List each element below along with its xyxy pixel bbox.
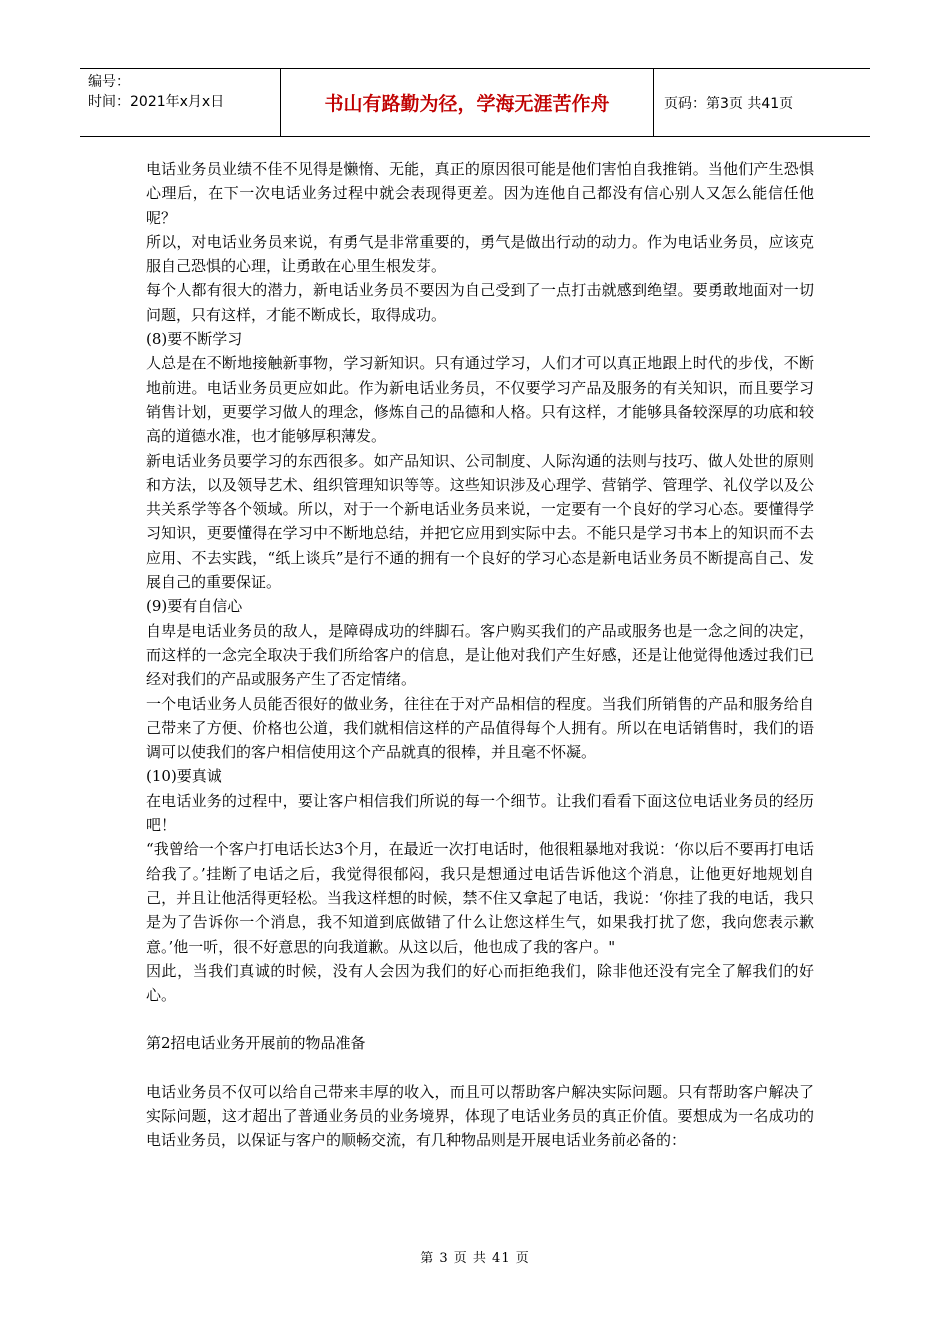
spacer [146,1056,814,1080]
subheading: (10)要真诚 [146,767,222,786]
page-header [80,68,870,137]
document-number-label: 编号： [88,74,130,90]
paragraph: 一个电话业务人员能否很好的做业务，往往在于对产品相信的程度。当我们所销售的产品和服务给自己带来了方便、价格也公道，我们就相信这样的产品值得每个人拥有。所以在电话销售时，我们的语调可以使我们的客户相信使用这个产品就真的很棒，并且毫不怀凝。 [146,694,814,762]
section-heading: 第2招电话业务开展前的物品准备 [146,1034,366,1053]
subheading: (8)要不断学习 [146,330,243,349]
page-footer: 第 3 页 共 41 页 [420,1251,530,1266]
header-motto: 书山有路勤为径，学海无涯苦作舟 [280,69,654,136]
paragraph: 在电话业务的过程中，要让客户相信我们所说的每一个细节。让我们看看下面这位电话业务员的经历吧！ [146,791,814,835]
paragraph: 因此，当我们真诚的时候，没有人会因为我们的好心而拒绝我们，除非他还没有完全了解我们的好心。 [146,961,814,1005]
paragraph: 新电话业务员要学习的东西很多。如产品知识、公司制度、人际沟通的法则与技巧、做人处世的原则和方法，以及领导艺术、组织管理知识等等。这些知识涉及心理学、营销学、管理学、礼仪学以及公共关系学等各个领域。所以，对于一个新电话业务员来说，一定要有一个良好的学习心态。要懂得学习知识，更要懂得在学习中不断地总结，并把它应用到实际中去。不能只是学习书本上的知识而不去应用、不去实践，“纸上谈兵”是行不通的拥有一个良好的学习心态是新电话业务员不断提高自己、发展自己的重要保证。 [146,451,814,592]
header-meta [80,69,280,136]
paragraph: 每个人都有很大的潜力，新电话业务员不要因为自己受到了一点打击就感到绝望。要勇敢地面对一切问题，只有这样，才能不断成长，取得成功。 [146,281,814,324]
subheading: (9)要有自信心 [146,597,243,616]
spacer [146,1007,814,1031]
paragraph: 电话业务员业绩不佳不见得是懒惰、无能，真正的原因很可能是他们害怕自我推销。当他们产生恐惧心理后，在下一次电话业务过程中就会表现得更差。因为连他自己都没有信心别人又怎么能信任他呢？ [146,160,814,227]
paragraph: 电话业务员不仅可以给自己带来丰厚的收入，而且可以帮助客户解决实际问题。只有帮助客户解决了实际问题，这才超出了普通业务员的业务境界，体现了电话业务员的真正价值。要想成为一名成功的电话业务员，以保证与客户的顺畅交流，有几种物品则是开展电话业务前必备的： [146,1082,814,1150]
paragraph: 人总是在不断地接触新事物，学习新知识。只有通过学习，人们才可以真正地跟上时代的步伐，不断地前进。电话业务员更应如此。作为新电话业务员，不仅要学习产品及服务的有关知识，而且要学习销售计划，更要学习做人的理念，修炼自己的品德和人格。只有这样，才能够具备较深厚的功底和较高的道德水准，也才能够厚积薄发。 [146,354,814,446]
header-page-info: 页码：第3页 共41页 [664,95,794,112]
quote-paragraph: “我曾给一个客户打电话长达3个月，在最近一次打电话时，他很粗暴地对我说：‘你以后不要再打电话给我了。’挂断了电话之后，我觉得很郁闷，我只是想通过电话告诉他这个消息，让他更好地规划自己，并且让他活得更轻松。当我这样想的时候，禁不住又拿起了电话，我说：‘你挂了我的电话，我只是为了告诉你一个消息，我不知道到底做错了什么让您这样生气，如果我打扰了您，我向您表示歉意。’他一听，很不好意思的向我道歉。从这以后，他也成了我的客户。" [146,840,814,956]
document-date: 时间：2021年x月x日 [88,94,225,110]
document-body [146,157,814,1153]
paragraph: 所以，对电话业务员来说，有勇气是非常重要的，勇气是做出行动的动力。作为电话业务员，应该克服自己恐惧的心理，让勇敢在心里生根发芽。 [146,232,814,276]
paragraph: 自卑是电话业务员的敌人，是障碍成功的绊脚石。客户购买我们的产品或服务也是一念之间的决定，而这样的一念完全取决于我们所给客户的信息，是让他对我们产生好感，还是让他觉得他透过我们已经对我们的产品或服务产生了否定情绪。 [146,621,814,689]
